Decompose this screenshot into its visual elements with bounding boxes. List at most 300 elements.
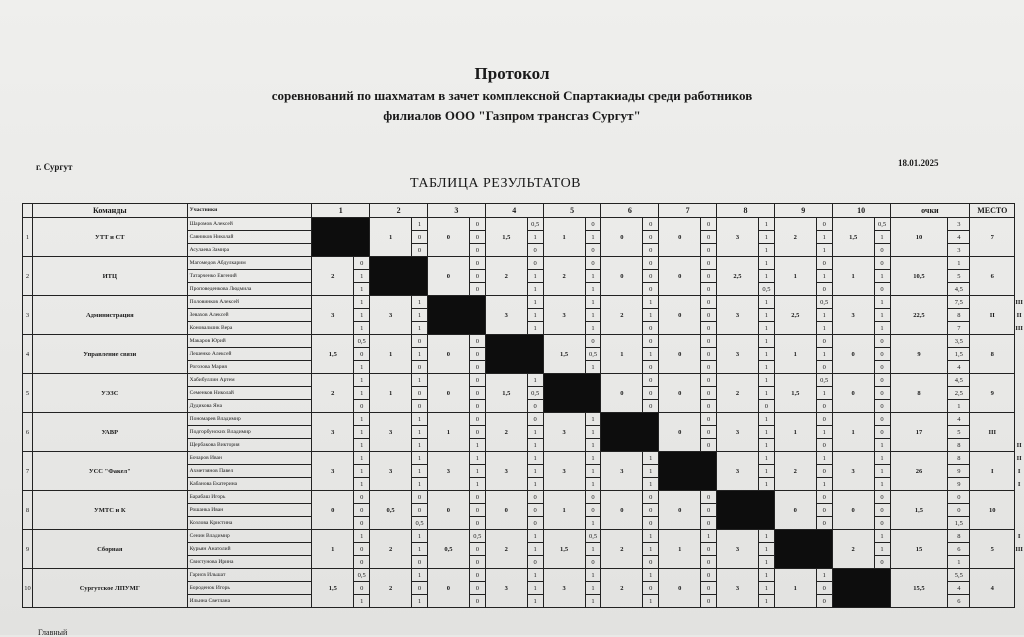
match-score: 2 [485, 530, 527, 569]
board-result: 1 [354, 530, 370, 543]
board-result: 1 [758, 439, 774, 452]
table-row [23, 530, 1024, 543]
total-points: 17 [890, 413, 948, 452]
board-result: 0 [643, 218, 659, 231]
board-result: 1 [643, 569, 659, 582]
match-score: 2 [601, 569, 643, 608]
board-result: 1 [354, 426, 370, 439]
board-result: 0 [527, 556, 543, 569]
board-result: 1 [585, 361, 601, 374]
board-result: 0 [412, 556, 428, 569]
board-place: III [1015, 545, 1023, 553]
board-result: 1 [758, 322, 774, 335]
total-points: 26 [890, 452, 948, 491]
board-result: 1 [643, 348, 659, 361]
board-result: 0 [469, 231, 485, 244]
match-score: 1 [832, 413, 874, 452]
board-result: 0 [816, 582, 832, 595]
board-result: 1 [874, 543, 890, 556]
board-result: 1 [874, 439, 890, 452]
board-points: 1 [948, 400, 970, 413]
board-result: 0 [643, 387, 659, 400]
board-points: 5 [948, 426, 970, 439]
board-result: 1 [758, 244, 774, 257]
board-result: 1 [585, 517, 601, 530]
match-score: 0 [601, 374, 643, 413]
board-result: 0,5 [585, 530, 601, 543]
board-result: 1 [469, 452, 485, 465]
board-result: 1 [874, 231, 890, 244]
player-name: Коновальчик Вера [187, 322, 312, 335]
board-result: 0 [585, 491, 601, 504]
board-result: 0 [874, 387, 890, 400]
place-value: 4 [970, 569, 1015, 608]
board-result: 0 [874, 400, 890, 413]
board-result: 1 [527, 530, 543, 543]
match-score: 3 [485, 296, 527, 335]
place-value: 9 [970, 374, 1015, 413]
board-points: 9 [948, 478, 970, 491]
header-place: МЕСТО [970, 204, 1015, 218]
board-result: 1 [585, 283, 601, 296]
board-result: 1 [643, 595, 659, 608]
board-result: 1 [412, 465, 428, 478]
board-result: 1 [412, 569, 428, 582]
match-score: 3 [370, 296, 412, 335]
board-result: 1 [758, 296, 774, 309]
board-result: 0 [816, 491, 832, 504]
board-result: 0 [354, 491, 370, 504]
player-name: Гарисв Ильшат [187, 569, 312, 582]
player-name: Барабаш Игорь [187, 491, 312, 504]
match-score: 1 [543, 218, 585, 257]
board-result: 1 [758, 218, 774, 231]
board-points: 4,5 [948, 374, 970, 387]
board-result: 0 [469, 335, 485, 348]
board-result: 0 [701, 244, 717, 257]
match-score: 3 [832, 296, 874, 335]
board-result: 0 [701, 556, 717, 569]
board-result: 0 [874, 283, 890, 296]
board-result: 0 [701, 543, 717, 556]
place-value: 7 [970, 218, 1015, 257]
header-round-4: 4 [485, 204, 543, 218]
board-result: 0 [874, 244, 890, 257]
row-number: 3 [23, 296, 33, 335]
board-result: 1 [527, 283, 543, 296]
board-points: 7 [948, 322, 970, 335]
header-round-3: 3 [428, 204, 486, 218]
match-score: 2 [370, 530, 412, 569]
match-score: 1,5 [543, 335, 585, 374]
player-name: Татарченко Евгений [187, 270, 312, 283]
board-result: 1 [354, 595, 370, 608]
total-points: 15 [890, 530, 948, 569]
board-points: 5 [948, 270, 970, 283]
board-result: 0 [816, 465, 832, 478]
board-result: 1 [758, 595, 774, 608]
board-result: 1 [816, 270, 832, 283]
board-result: 0 [643, 257, 659, 270]
board-result: 1 [412, 530, 428, 543]
board-result: 0 [701, 283, 717, 296]
match-score: 1,5 [485, 374, 527, 413]
board-result: 1 [816, 309, 832, 322]
place-value: 5 [970, 530, 1015, 569]
board-points: 6 [948, 543, 970, 556]
board-result: 1 [585, 231, 601, 244]
board-result: 0 [701, 504, 717, 517]
match-score: 1 [832, 257, 874, 296]
header-row [23, 204, 1024, 218]
match-score: 2 [717, 374, 759, 413]
board-result: 1 [643, 452, 659, 465]
header-round-8: 8 [717, 204, 775, 218]
total-points: 8 [890, 374, 948, 413]
board-result: 0 [643, 556, 659, 569]
match-score: 3 [370, 452, 412, 491]
board-points: 4 [948, 361, 970, 374]
match-score: 0 [832, 491, 874, 530]
board-result: 1 [758, 257, 774, 270]
match-score: 0 [428, 335, 470, 374]
player-name: Семенков Николай [187, 387, 312, 400]
board-result: 0 [354, 582, 370, 595]
match-score: 2 [832, 530, 874, 569]
board-result: 0 [585, 244, 601, 257]
player-name: Половинков Алексей [187, 296, 312, 309]
board-result: 1 [874, 309, 890, 322]
board-result: 1 [354, 413, 370, 426]
board-result: 1 [412, 439, 428, 452]
board-result: 0 [585, 257, 601, 270]
board-result: 0 [469, 543, 485, 556]
board-result: 1 [412, 543, 428, 556]
board-result: 1 [874, 465, 890, 478]
board-place [1015, 283, 1024, 296]
table-row [23, 296, 1024, 309]
match-score: 2,5 [774, 296, 816, 335]
match-score: 3 [312, 296, 354, 335]
board-result: 1 [758, 582, 774, 595]
match-score: 1,5 [312, 335, 354, 374]
board-result: 0 [412, 491, 428, 504]
header-round-9: 9 [774, 204, 832, 218]
match-score: 0 [659, 218, 701, 257]
date-label: 18.01.2025 [898, 158, 939, 168]
board-result: 1 [412, 296, 428, 309]
diagonal-block [774, 530, 832, 569]
board-result: 0,5 [816, 374, 832, 387]
board-place [1015, 426, 1024, 439]
match-score: 3 [717, 413, 759, 452]
match-score: 1 [370, 218, 412, 257]
board-points: 4,5 [948, 283, 970, 296]
board-result: 1 [412, 348, 428, 361]
place-value: 6 [970, 257, 1015, 296]
match-score: 2 [774, 218, 816, 257]
board-result: 0 [469, 218, 485, 231]
team-name: УТТ и СТ [32, 218, 187, 257]
board-result: 1 [527, 439, 543, 452]
board-result: 0 [643, 270, 659, 283]
board-place [1015, 348, 1024, 361]
board-place: I [1017, 480, 1021, 488]
match-score: 0 [428, 218, 470, 257]
board-result: 0 [643, 491, 659, 504]
diagonal-block [659, 452, 717, 491]
board-result: 0 [354, 556, 370, 569]
board-result: 0 [469, 400, 485, 413]
board-result: 0 [701, 361, 717, 374]
board-result: 1 [585, 309, 601, 322]
board-result: 0 [701, 322, 717, 335]
board-result: 0 [585, 335, 601, 348]
board-result: 1 [354, 270, 370, 283]
match-score: 3 [543, 452, 585, 491]
match-score: 0 [832, 374, 874, 413]
board-result: 1 [527, 478, 543, 491]
place-value: III [970, 413, 1015, 452]
board-result: 0 [701, 582, 717, 595]
board-result: 0 [412, 504, 428, 517]
match-score: 0 [659, 296, 701, 335]
board-result: 1 [758, 569, 774, 582]
board-result: 0 [412, 582, 428, 595]
board-result: 1 [758, 478, 774, 491]
match-score: 3 [543, 569, 585, 608]
board-result: 1 [354, 439, 370, 452]
board-result: 1 [701, 530, 717, 543]
board-place [1015, 257, 1024, 270]
board-result: 0 [585, 556, 601, 569]
board-result: 0 [469, 556, 485, 569]
total-points: 15,5 [890, 569, 948, 608]
board-points: 8 [948, 530, 970, 543]
protocol-subtitle-1: соревнований по шахматам в зачет комплексной Спартакиады среди работников [271, 88, 753, 103]
player-name: Пономарев Владимир [187, 413, 312, 426]
match-score: 3 [717, 569, 759, 608]
board-result: 1 [758, 543, 774, 556]
match-score: 2 [370, 569, 412, 608]
board-place [1015, 413, 1024, 426]
board-result: 0 [701, 335, 717, 348]
board-result: 1 [469, 465, 485, 478]
board-result: 1 [874, 530, 890, 543]
player-name: Ильина Светлана [187, 595, 312, 608]
board-result: 1 [527, 426, 543, 439]
board-result: 0,5 [527, 387, 543, 400]
board-result: 1 [412, 478, 428, 491]
board-result: 0 [527, 504, 543, 517]
row-number: 8 [23, 491, 33, 530]
board-result: 1 [758, 530, 774, 543]
board-points: 1 [948, 556, 970, 569]
board-result: 0 [874, 257, 890, 270]
board-place [1015, 218, 1024, 231]
board-result: 0 [527, 400, 543, 413]
player-name: Свистунова Ирина [187, 556, 312, 569]
match-score: 3 [543, 296, 585, 335]
player-name: Бочаров Иван [187, 452, 312, 465]
board-result: 0 [701, 439, 717, 452]
player-name: Проповеденкова Людмила [187, 283, 312, 296]
match-score: 0 [601, 218, 643, 257]
board-result: 1 [758, 452, 774, 465]
board-result: 0 [412, 400, 428, 413]
board-result: 0 [643, 504, 659, 517]
board-result: 0 [469, 491, 485, 504]
board-result: 0 [469, 517, 485, 530]
board-result: 0 [701, 218, 717, 231]
player-name: Шаромов Алексей [187, 218, 312, 231]
board-result: 0 [701, 348, 717, 361]
row-number: 9 [23, 530, 33, 569]
header-round-2: 2 [370, 204, 428, 218]
row-number: 6 [23, 413, 33, 452]
board-result: 0 [874, 335, 890, 348]
board-result: 1 [469, 439, 485, 452]
board-points: 5,5 [948, 569, 970, 582]
diagonal-block [832, 569, 890, 608]
board-result: 1 [527, 465, 543, 478]
board-result: 1 [643, 478, 659, 491]
board-result: 1 [527, 296, 543, 309]
board-result: 1 [527, 595, 543, 608]
match-score: 1,5 [485, 218, 527, 257]
board-result: 1 [758, 426, 774, 439]
board-result: 1 [758, 335, 774, 348]
board-result: 1 [758, 348, 774, 361]
board-result: 0 [701, 517, 717, 530]
player-name: Козлова Кристина [187, 517, 312, 530]
board-result: 0 [874, 348, 890, 361]
board-points: 1,5 [948, 517, 970, 530]
board-result: 0 [701, 426, 717, 439]
board-place: II [1016, 441, 1022, 449]
match-score: 0 [832, 335, 874, 374]
board-points: 3,5 [948, 335, 970, 348]
board-result: 0 [469, 257, 485, 270]
board-result: 0 [469, 348, 485, 361]
board-result: 1 [412, 374, 428, 387]
board-result: 1 [412, 309, 428, 322]
match-score: 3 [717, 218, 759, 257]
board-result: 0 [585, 504, 601, 517]
match-score: 1,5 [312, 569, 354, 608]
match-score: 1 [659, 530, 701, 569]
match-score: 0 [485, 491, 527, 530]
place-value: 10 [970, 491, 1015, 530]
match-score: 3 [601, 452, 643, 491]
board-place: I [1017, 532, 1021, 540]
team-name: УМТС и К [32, 491, 187, 530]
board-result: 1 [758, 309, 774, 322]
board-result: 0 [816, 439, 832, 452]
board-place [1015, 270, 1024, 283]
board-result: 1 [643, 530, 659, 543]
player-name: Рошанка Иван [187, 504, 312, 517]
board-result: 1 [758, 465, 774, 478]
board-result: 0 [816, 400, 832, 413]
board-result: 0 [643, 582, 659, 595]
board-result: 1 [527, 582, 543, 595]
board-place [1015, 387, 1024, 400]
place-value: I [970, 452, 1015, 491]
match-score: 1 [774, 257, 816, 296]
board-result: 1 [816, 569, 832, 582]
board-place [1015, 582, 1024, 595]
diagonal-block [428, 296, 486, 335]
board-result: 1 [585, 413, 601, 426]
header-number-cell [23, 204, 33, 218]
match-score: 1 [428, 413, 470, 452]
board-result: 0 [469, 413, 485, 426]
board-result: 0 [412, 335, 428, 348]
board-place: II [1016, 454, 1022, 462]
board-result: 0 [469, 387, 485, 400]
board-result: 1 [527, 452, 543, 465]
board-points: 4 [948, 413, 970, 426]
match-score: 3 [717, 335, 759, 374]
board-points: 8 [948, 452, 970, 465]
protocol-title: Протокол [474, 64, 550, 83]
board-result: 0 [643, 517, 659, 530]
team-name: Администрация [32, 296, 187, 335]
board-points: 3 [948, 218, 970, 231]
board-result: 1 [643, 309, 659, 322]
match-score: 1 [774, 413, 816, 452]
board-place: II [1016, 311, 1022, 319]
board-result: 0 [412, 361, 428, 374]
header-points: очки [890, 204, 970, 218]
board-place: III [1015, 298, 1023, 306]
board-points: 8 [948, 439, 970, 452]
board-result: 0 [816, 218, 832, 231]
board-points: 3 [948, 244, 970, 257]
header-round-7: 7 [659, 204, 717, 218]
match-score: 1 [774, 335, 816, 374]
board-result: 1 [527, 543, 543, 556]
header-round-10: 10 [832, 204, 890, 218]
match-score: 3 [832, 452, 874, 491]
player-name: Сенин Владимир [187, 530, 312, 543]
board-place [1015, 517, 1024, 530]
row-number: 10 [23, 569, 33, 608]
board-result: 0 [354, 517, 370, 530]
board-result: 1 [585, 595, 601, 608]
board-place [1015, 504, 1024, 517]
match-score: 2 [774, 452, 816, 491]
board-result: 0 [874, 491, 890, 504]
match-score: 3 [485, 569, 527, 608]
board-result: 0 [354, 400, 370, 413]
total-points: 10 [890, 218, 948, 257]
match-score: 0 [774, 491, 816, 530]
board-result: 0,5 [585, 348, 601, 361]
header-teams: Команды [32, 204, 187, 218]
board-result: 1 [585, 465, 601, 478]
row-number: 5 [23, 374, 33, 413]
board-result: 0 [816, 517, 832, 530]
player-name: Бороденок Игорь [187, 582, 312, 595]
row-number: 2 [23, 257, 33, 296]
match-score: 1 [312, 530, 354, 569]
board-result: 1 [816, 426, 832, 439]
header-round-5: 5 [543, 204, 601, 218]
board-result: 0 [816, 413, 832, 426]
board-result: 0 [354, 348, 370, 361]
